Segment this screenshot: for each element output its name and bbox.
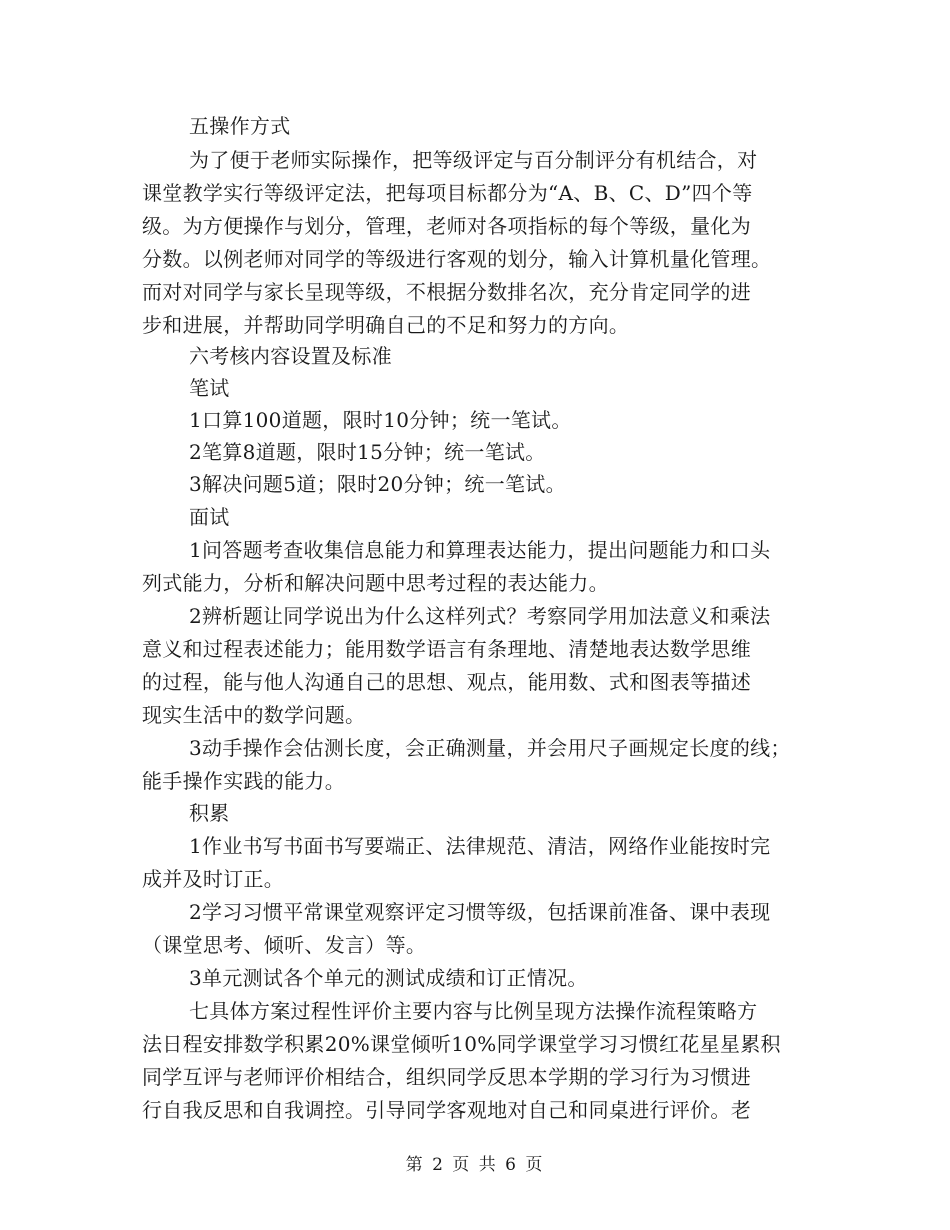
subheading-interview: 面试 [189,505,230,529]
paragraph-line: 意义和过程表述能力；能用数学语言有条理地、清楚地表达数学思维 [142,637,751,661]
paragraph-line: 1问答题考查收集信息能力和算理表达能力，提出问题能力和口头 [189,538,771,562]
paragraph-line: 2学习习惯平常课堂观察评定习惯等级，包括课前准备、课中表现 [189,900,771,924]
paragraph-line: 同学互评与老师评价相结合，组织同学反思本学期的学习行为习惯进 [142,1065,751,1089]
paragraph-line: 课堂教学实行等级评定法，把每项目标都分为“A、B、C、D”四个等 [142,181,753,205]
section-heading-5: 五操作方式 [189,114,291,138]
paragraph-line: 而对对同学与家长呈现等级，不根据分数排名次，充分肯定同学的进 [142,280,751,304]
paragraph-line: 现实生活中的数学问题。 [142,703,366,727]
paragraph-line: （课堂思考、倾听、发言）等。 [142,933,427,957]
subheading-accumulation: 积累 [189,801,230,825]
paragraph-line: 成并及时订正。 [142,867,285,891]
paragraph-line: 级。为方便操作与划分，管理，老师对各项指标的每个等级，量化为 [142,214,751,238]
paragraph-line: 2辨析题让同学说出为什么这样列式？考察同学用加法意义和乘法 [189,604,771,628]
paragraph-line: 分数。以例老师对同学的等级进行客观的划分，输入计算机量化管理。 [142,247,772,271]
paragraph-line: 列式能力，分析和解决问题中思考过程的表达能力。 [142,571,609,595]
paragraph-line: 的过程，能与他人沟通自己的思想、观点，能用数、式和图表等描述 [142,670,751,694]
paragraph-line: 1作业书写书面书写要端正、法律规范、清洁，网络作业能按时完 [189,834,771,858]
paragraph-line: 法日程安排数学积累20%课堂倾听10%同学课堂学习习惯红花星星累积 [142,1032,781,1056]
paragraph-line: 能手操作实践的能力。 [142,769,345,793]
list-item: 2笔算8道题，限时15分钟；统一笔试。 [189,440,546,464]
list-item: 1口算100道题，限时10分钟；统一笔试。 [189,408,572,432]
subheading-written-exam: 笔试 [189,376,230,400]
paragraph-line: 行自我反思和自我调控。引导同学客观地对自己和同桌进行评价。老 [142,1098,751,1122]
page-footer: 第 2 页 共 6 页 [405,1155,545,1175]
paragraph-line: 步和进展，并帮助同学明确自己的不足和努力的方向。 [142,313,630,337]
paragraph-line: 为了便于老师实际操作，把等级评定与百分制评分有机结合，对 [189,148,758,172]
paragraph-line: 3动手操作会估测长度，会正确测量，并会用尺子画规定长度的线； [189,736,791,760]
list-item: 3解决问题5道；限时20分钟；统一笔试。 [189,472,566,496]
section-heading-7: 七具体方案过程性评价主要内容与比例呈现方法操作流程策略方 [189,999,758,1023]
section-heading-6: 六考核内容设置及标准 [189,344,392,368]
paragraph-line: 3单元测试各个单元的测试成绩和订正情况。 [189,966,588,990]
